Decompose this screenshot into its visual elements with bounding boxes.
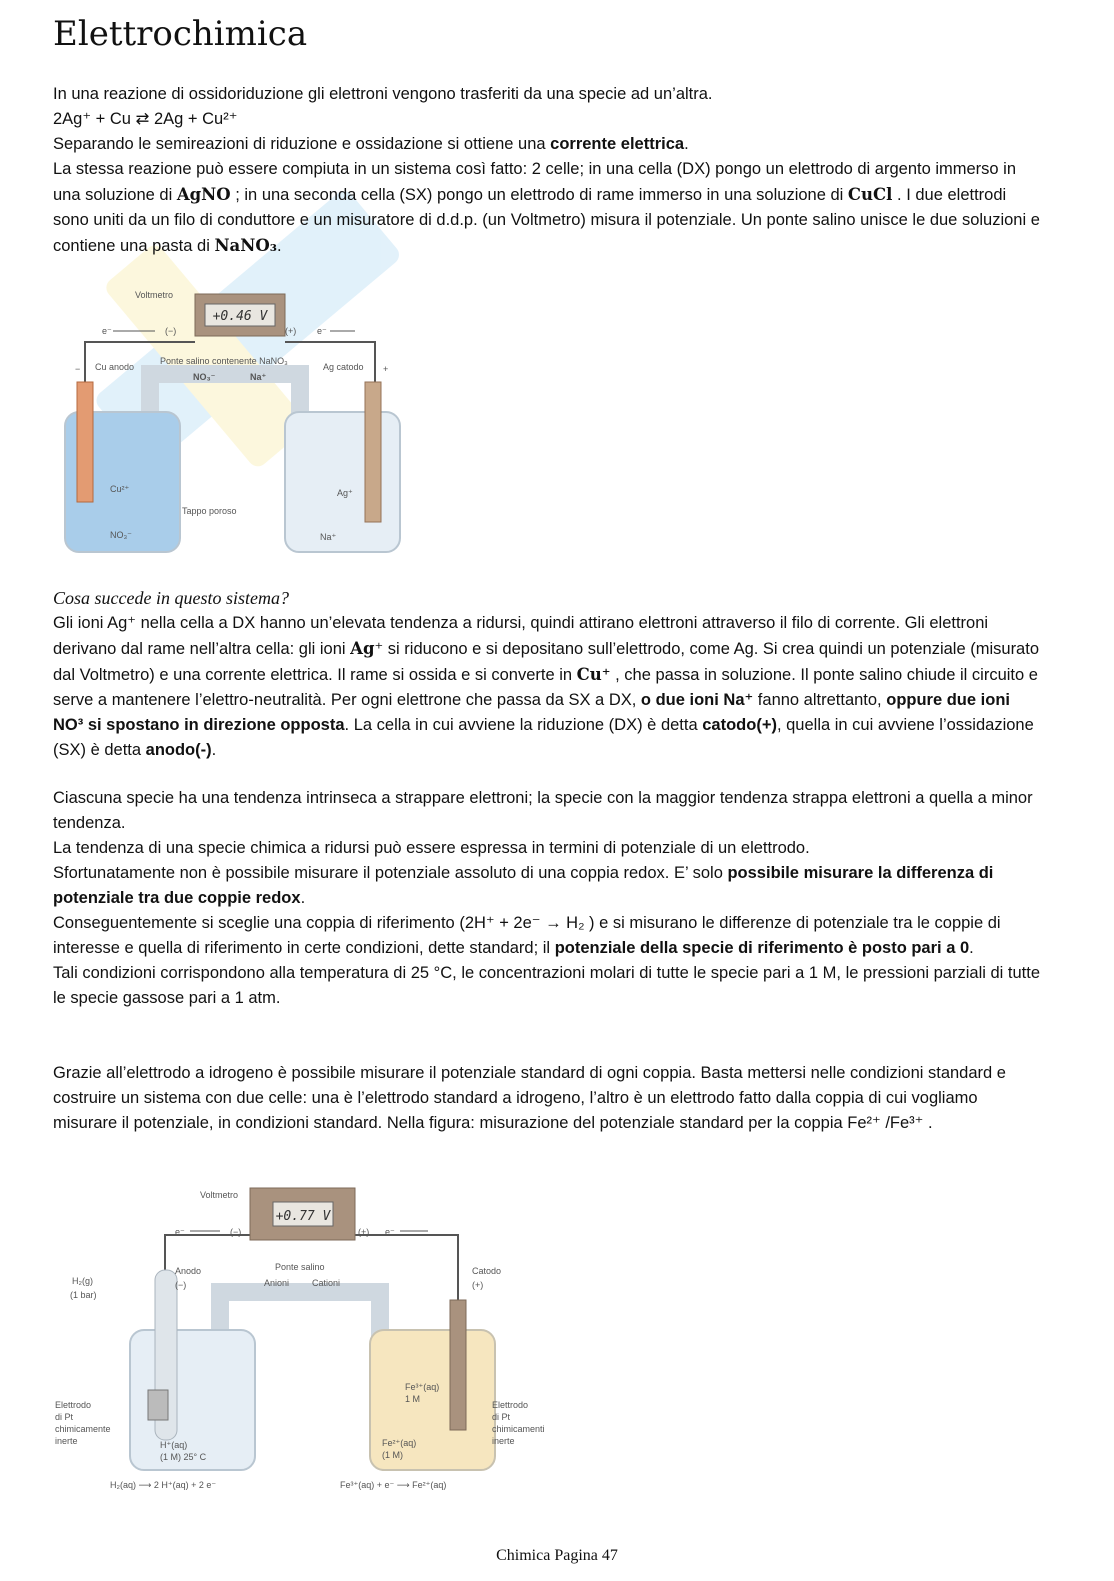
catodo-label: Catodo	[472, 1266, 502, 1276]
page-title: Elettrochimica	[53, 14, 308, 54]
intro-line-1: In una reazione di ossidoriduzione gli elettroni vengono trasferiti da una specie ad un’altra.	[53, 85, 713, 103]
plus-sign: +	[383, 364, 389, 374]
no3-label: NO₃⁻	[193, 372, 216, 382]
formula-ag: Ag	[350, 639, 375, 658]
no3-bottom-label: NO₃⁻	[110, 530, 132, 540]
equation-right: Fe³⁺(aq) + e⁻ ⟶ Fe²⁺(aq)	[340, 1480, 447, 1490]
bold-catodo: catodo(+)	[702, 716, 777, 734]
section-heading: Cosa succede in questo sistema?	[53, 588, 289, 608]
intro-line-3: La stessa reazione può essere compiuta in un sistema così fatto: 2 celle; in una cella (DX) pongo un elettrodo di argento immerso in una soluzione di	[53, 160, 1017, 204]
elettrodo-left-3: chimicamente	[55, 1424, 111, 1434]
elettrodo-right-2: di Pt	[492, 1412, 511, 1422]
right-beaker	[285, 412, 400, 552]
text-segment: ⁺ si riducono e si depositano sull’elettrodo, come Ag. Si crea quindi un potenziale (misurato dal Voltmetro) e una corrente elettrica. Il rame si ossida e si converte in	[53, 640, 1039, 684]
equation-left: H₂(aq) ⟶ 2 H⁺(aq) + 2 e⁻	[110, 1480, 217, 1490]
text-segment: .	[969, 939, 974, 957]
bar-label: (1 bar)	[70, 1290, 97, 1300]
intro-line-3c: . I due elettrodi sono uniti da un filo di conduttore e un misuratore di d.d.p. (un Voltmetro) misura il potenziale. Un ponte salino unisce le due soluzioni e contiene una pasta di	[53, 186, 1040, 255]
figure-she-fe-cell	[50, 1180, 570, 1500]
voltmeter-reading: +0.77 V	[275, 1209, 331, 1224]
catodo-sign: (+)	[472, 1280, 484, 1290]
minus-sign: −	[75, 364, 81, 374]
fe2-label: Fe²⁺(aq)	[382, 1438, 417, 1448]
h2g-label: H₂(g)	[72, 1276, 93, 1286]
fe3-conc: 1 M	[405, 1394, 421, 1404]
page-footer: Chimica Pagina 47	[496, 1547, 618, 1564]
anodo-label: Anodo	[175, 1266, 202, 1276]
tappo-label: Tappo poroso	[182, 506, 237, 516]
reaction-equation: 2Ag⁺ + Cu ⇄ 2Ag + Cu²⁺	[53, 110, 238, 128]
text-segment: Conseguentemente si sceglie una coppia di riferimento (2H⁺ + 2e⁻ → H₂ ) e si misurano le differenze di potenziale tra le coppie di interesse e quella di riferimento in certe condizioni, dette standard; il	[53, 914, 1001, 957]
text-segment: .	[211, 741, 217, 759]
text-segment: , che passa in soluzione. Il ponte salino chiude il circuito e serve a mantenere l’elettro-neutralità. Per ogni elettrone che passa da SX a DX,	[53, 666, 1038, 709]
copper-electrode	[77, 382, 93, 502]
formula-cucl: CuCl	[847, 185, 893, 204]
fe2-conc: (1 M)	[382, 1450, 403, 1460]
text-segment: Ciascuna specie ha una tendenza intrinseca a strappare elettroni; la specie con la maggior tendenza strappa elettroni a quella a minor tendenza.	[53, 789, 1033, 832]
section2-paragraph-2	[53, 786, 1043, 1011]
bold-corrente-elettrica: corrente elettrica	[550, 135, 685, 153]
pt-electrode-left	[148, 1390, 168, 1420]
electron-right: e⁻	[385, 1227, 395, 1237]
anioni-label: Anioni	[264, 1278, 290, 1288]
elettrodo-left-1: Elettrodo	[55, 1400, 92, 1410]
intro-paragraph	[53, 82, 1043, 259]
minus-label: (−)	[230, 1227, 242, 1237]
text-segment: fanno altrettanto,	[753, 691, 887, 709]
bold-anodo: anodo(-)	[145, 741, 212, 759]
silver-electrode	[365, 382, 381, 522]
formula-cu: Cu⁺	[576, 665, 611, 684]
formula-agno: AgNO	[176, 185, 231, 204]
cu-anodo-label: Cu anodo	[95, 362, 135, 372]
voltmetro-label: Voltmetro	[200, 1190, 239, 1200]
plus-label: (+)	[358, 1227, 370, 1237]
anodo-sign: (−)	[175, 1280, 187, 1290]
punct: .	[684, 135, 689, 153]
electron-right: e⁻	[317, 326, 327, 336]
text-segment: .	[300, 889, 306, 907]
elettrodo-right-1: Elettrodo	[492, 1400, 529, 1410]
formula-nano3: NaNO₃	[214, 236, 277, 255]
ag-ion-label: Ag⁺	[337, 488, 353, 498]
pt-electrode-right	[450, 1300, 466, 1430]
ponte-label: Ponte salino	[275, 1262, 325, 1272]
elettrodo-left-4: inerte	[55, 1436, 78, 1446]
text-segment: , quella in cui avviene l’ossidazione (SX) è detta	[53, 716, 1034, 759]
hplus-label: H⁺(aq)	[160, 1440, 188, 1450]
elettrodo-right-4: inerte	[492, 1436, 515, 1446]
electron-left: e⁻	[175, 1227, 185, 1237]
minus-label: (−)	[165, 326, 177, 336]
section2-paragraph-3: Grazie all’elettrodo a idrogeno è possibile misurare il potenziale standard di ogni coppia. Basta mettersi nelle condizioni standard e costruire un sistema con due celle: una è l’elettrodo standard a idrogeno, l’altro è un elettrodo fatto dalla coppia di cui vogliamo misurare il potenziale, in condizioni standard. Nella figura: misurazione del potenziale standard per la coppia Fe²⁺ /Fe³⁺ .	[53, 1064, 1006, 1132]
text-segment: . La cella in cui avviene la riduzione (DX) è detta	[344, 716, 703, 734]
na-label: Na⁺	[250, 372, 267, 382]
right-beaker	[370, 1330, 495, 1470]
cationi-label: Cationi	[312, 1278, 341, 1288]
section2-paragraph-1	[53, 611, 1043, 763]
voltmetro-label: Voltmetro	[135, 290, 174, 300]
text-segment: Sfortunatamente non è possibile misurare il potenziale assoluto di una coppia redox. E’ solo	[53, 864, 728, 882]
bold-segment: oppure due ioni NO³ si spostano in direzione opposta	[53, 691, 1010, 734]
fe3-label: Fe³⁺(aq)	[405, 1382, 440, 1392]
cu2-label: Cu²⁺	[110, 484, 130, 494]
text-segment: Gli ioni Ag⁺ nella cella a DX hanno un’elevata tendenza a ridursi, quindi attirano elettroni attraverso il filo di corrente. Gli elettroni derivano dal rame nell’altra cella: gli ioni	[53, 614, 989, 658]
figure-cu-ag-cell	[55, 282, 415, 564]
hcond-label: (1 M) 25° C	[160, 1452, 207, 1462]
ponte-label: Ponte salino contenente NaNO₃	[160, 356, 288, 366]
intro-line-3b: ; in una seconda cella (SX) pongo un elettrodo di rame immerso in una soluzione di	[230, 186, 848, 204]
punct: .	[276, 237, 282, 255]
na-bottom-label: Na⁺	[320, 532, 337, 542]
electron-left: e⁻	[102, 326, 112, 336]
bold-segment: o due ioni Na⁺	[640, 691, 754, 709]
elettrodo-left-2: di Pt	[55, 1412, 74, 1422]
voltmeter-reading: +0.46 V	[212, 309, 268, 324]
text-segment: Tali condizioni corrispondono alla temperatura di 25 °C, le concentrazioni molari di tutte le specie pari a 1 M, le pressioni parziali di tutte le specie gassose pari a 1 atm.	[53, 964, 1041, 1007]
intro-line-2: Separando le semireazioni di riduzione e ossidazione si ottiene una	[53, 135, 551, 153]
ag-catodo-label: Ag catodo	[323, 362, 364, 372]
plus-label: (+)	[285, 326, 297, 336]
text-segment: La tendenza di una specie chimica a ridursi può essere espressa in termini di potenziale di un elettrodo.	[53, 839, 810, 857]
bold-segment: potenziale della specie di riferimento è posto pari a 0	[554, 939, 970, 957]
bold-segment: possibile misurare la differenza di potenziale tra due coppie redox	[53, 864, 994, 907]
elettrodo-right-3: chimicamenti	[492, 1424, 545, 1434]
